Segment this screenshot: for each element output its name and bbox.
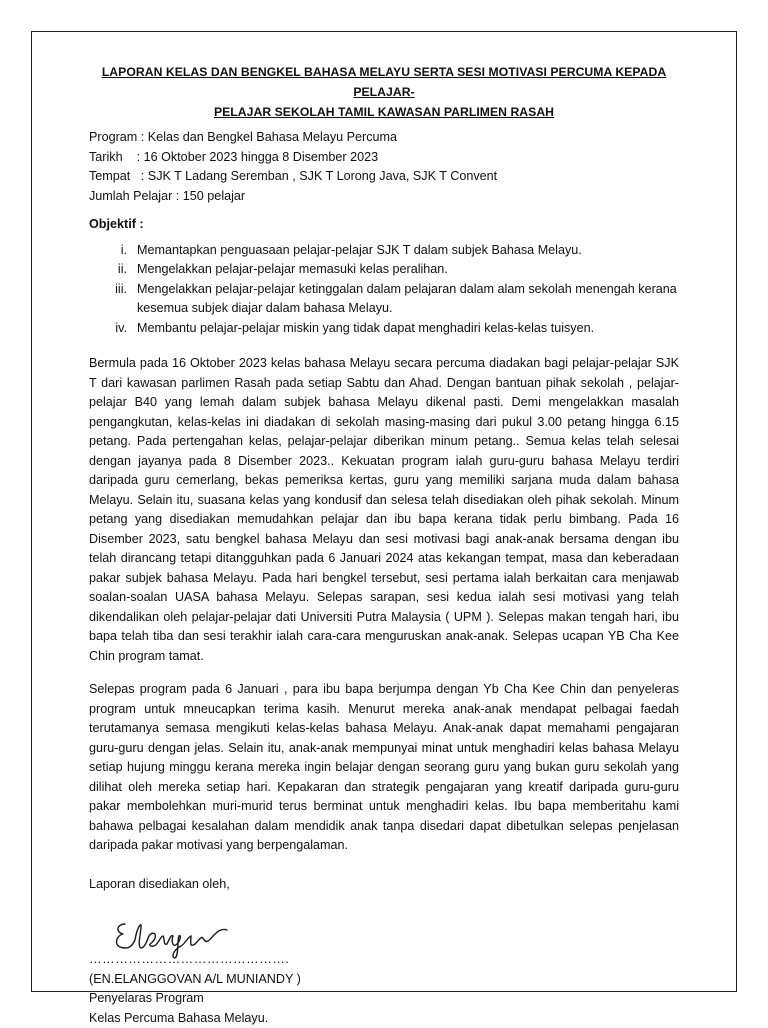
objectives-heading: Objektif :	[89, 215, 679, 235]
objective-item	[89, 241, 679, 261]
objective-number: iii.	[101, 280, 127, 300]
objective-number: iv.	[101, 319, 127, 339]
body-paragraph-1: Bermula pada 16 Oktober 2023 kelas bahasa Melayu secara percuma diadakan bagi pelajar-pelajar SJK T dari kawasan parlimen Rasah pada setiap Sabtu dan Ahad. Dengan bantuan pihak sekolah , pelajar-pelajar B40 yang lemah dalam subjek bahasa Melayu dikenal pasti. Demi mengelakkan masalah pengangkutan, kelas-kelas ini diadakan di sekolah masing-masing dari pukul 3.00 petang hingga 6.15 petang. Pada pertengahan kelas, pelajar-pelajar diberikan minum petang.. Semua kelas telah selesai dengan jayanya pada 8 Disember 2023.. Kekuatan program ialah guru-guru bahasa Melayu terdiri daripada guru cemerlang, bekas pemeriksa kertas, guru yang memiliki sarjana muda dalam bahasa Melayu. Selain itu, suasana kelas yang kondusif dan selesa telah disediakan oleh pihak sekolah. Minum petang yang disediakan memudahkan pelajar dan ibu bapa kerana tidak perlu bimbang. Pada 16 Disember 2023, satu bengkel bahasa Melayu dan sesi motivasi bagi anak-anak bersama dengan ibu telah dirancang tetapi ditangguhkan pada 6 Januari 2024 atas kekangan tempat, masa dan keberadaan pakar subjek bahasa Melayu. Pada hari bengkel tersebut, sesi pertama ialah berkaitan cara menjawab soalan-soalan UASA bahasa Melayu. Selepas sarapan, sesi kedua ialah sesi motivasi yang telah dikendalikan oleh pelajar-pelajar dati Universiti Putra Malaysia ( UPM ). Selepas makan tengah hari, ibu bapa telah tiba dan sesi terakhir ialah cara-cara menguruskan anak-anak. Selepas ucapan YB Cha Kee Chin program tamat.	[89, 354, 679, 666]
objective-text: Memantapkan penguasaan pelajar-pelajar SJK T dalam subjek Bahasa Melayu.	[137, 243, 582, 257]
objective-text: Mengelakkan pelajar-pelajar ketinggalan dalam pelajaran dalam alam sekolah menengah kerana kesemua subjek diajar dalam bahasa Melayu.	[137, 282, 677, 316]
objectives-list	[89, 241, 679, 339]
signatory-role: Penyelaras Program	[89, 989, 679, 1009]
objective-number: ii.	[101, 260, 127, 280]
objective-item	[89, 280, 679, 319]
objective-number: i.	[101, 241, 127, 261]
meta-tempat: Tempat : SJK T Ladang Seremban , SJK T Lorong Java, SJK T Convent	[89, 167, 679, 187]
meta-tarikh: Tarikh : 16 Oktober 2023 hingga 8 Disember 2023	[89, 148, 679, 168]
signatory-organization: Kelas Percuma Bahasa Melayu.	[89, 1009, 679, 1028]
title-line-1: LAPORAN KELAS DAN BENGKEL BAHASA MELAYU SERTA SESI MOTIVASI PERCUMA KEPADA PELAJAR-	[89, 62, 679, 102]
body-paragraph-2: Selepas program pada 6 Januari , para ibu bapa berjumpa dengan Yb Cha Kee Chin dan penyeleras program untuk mneucapkan terima kasih. Menurut mereka anak-anak mendapat pelbagai faedah terutamanya semasa mengikuti kelas-kelas bahasa Melayu. Anak-anak dapat memahami pengajaran guru-guru dengan jelas. Selain itu, anak-anak mempunyai minat untuk menghadiri kelas bahasa Melayu setiap hujung minggu kerana mereka ingin belajar dengan seorang guru yang bukan guru sekolah yang dilihat oleh mereka setiap hari. Kepakaran dan strategik pengajaran yang kreatif daripada guru-guru pakar membolehkan muri-murid terus berminat untuk menghadiri kelas. Ibu bapa memberitahu kami bahawa pelbagai kesalahan dalam mendidik anak tanpa disedari dapat dibetulkan selepas penjelasan daripada pakar motivasi yang berpengalaman.	[89, 680, 679, 856]
title-line-2: PELAJAR SEKOLAH TAMIL KAWASAN PARLIMEN RASAH	[89, 102, 679, 122]
meta-jumlah: Jumlah Pelajar : 150 pelajar	[89, 187, 679, 207]
objective-text: Mengelakkan pelajar-pelajar memasuki kelas peralihan.	[137, 262, 448, 276]
objective-item	[89, 319, 679, 339]
report-title	[89, 62, 679, 122]
meta-program: Program : Kelas dan Bengkel Bahasa Melayu Percuma	[89, 128, 679, 148]
closing-line: Laporan disediakan oleh,	[89, 875, 679, 895]
signatory-name: (EN.ELANGGOVAN A/L MUNIANDY )	[89, 970, 679, 990]
objective-item	[89, 260, 679, 280]
report-document	[89, 62, 679, 1028]
signature-block	[89, 914, 679, 1028]
signature-dots: ……………………………………….	[89, 950, 679, 970]
objective-text: Membantu pelajar-pelajar miskin yang tidak dapat menghadiri kelas-kelas tuisyen.	[137, 321, 594, 335]
